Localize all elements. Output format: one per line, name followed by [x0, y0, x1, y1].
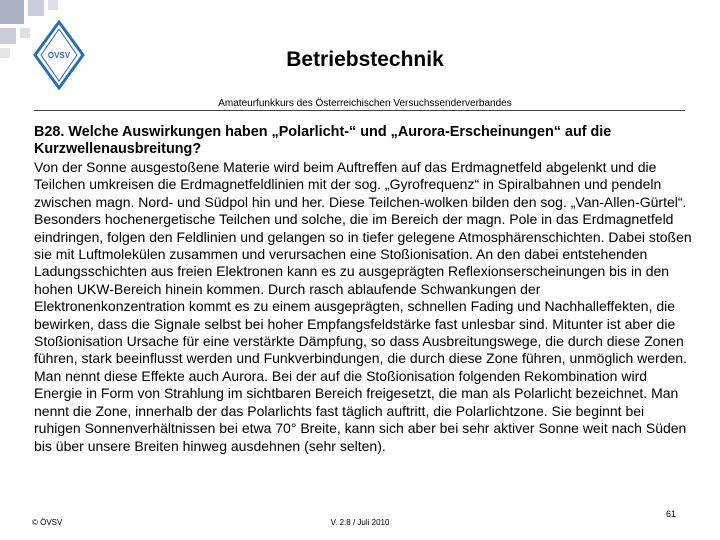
- decor-square: [0, 0, 24, 24]
- oevsv-diamond-logo-icon: [33, 20, 85, 90]
- decor-square: [0, 48, 10, 58]
- question-heading: B28. Welche Auswirkungen haben „Polarlicht-“ und „Aurora-Erscheinungen“ auf die Kurzwellenausbreitung?: [34, 124, 612, 157]
- page-number: 61: [665, 509, 676, 519]
- logo-text: ÖVSV: [47, 51, 71, 60]
- decor-square: [48, 0, 58, 10]
- page-title: Betriebstechnik: [286, 48, 444, 71]
- decor-square: [28, 0, 44, 16]
- decor-square: [0, 28, 16, 44]
- answer-text: Von der Sonne ausgestoßene Materie wird beim Auftreffen auf das Erdmagnetfeld abgelenkt und die Teilchen umkreisen die Erdmagnetfeldlinien mit der sog. „Gyrofrequenz“ in Spiralbahnen und pendeln zwischen magn. Nord- und Südpol hin und her. Diese Teilchen-wolken bilden den sog. „Van-Allen-Gürtel“. Besonders hochenergetische Teilchen und solche, die im Bereich der magn. Pole in das Erdmagnetfeld eindringen, folgen den Feldlinien und gelangen so in tiefer gelegene Atmosphärenschichten. Dabei stoßen sie mit Luftmolekülen zusammen und verursachen eine Stoßionisation. An den dabei entstehenden Ladungsschichten aus freien Elektronen kann es zu ausgeprägten Reflexionserscheinungen bis in den hohen UKW-Bereich hinein kommen. Durch rasch ablaufende Schwankungen der Elektronenkonzentration kommt es zu einem ausgeprägten, schnellen Fading und Nachhalleffekten, die bewirken, dass die Signale selbst bei hoher Empfangsfeldstärke fast unlesbar sind. Mitunter ist aber die Stoßionisation Ursache für eine verstärkte Dämpfung, so dass Ausbreitungswege, die durch diese Zonen führen, stark beeinflusst werden und Funkverbindungen, die durch diese Zone führen, unmöglich werden. Man nennt diese Effekte auch Aurora. Bei der auf die Stoßionisation folgenden Rekombination wird Energie in Form von Strahlung im sichtbaren Bereich freigesetzt, die man als Polarlicht bezeichnet. Man nennt die Zone, innerhalb der das Polarlichts fast täglich auftritt, die Polarlichtzone. Sie beginnt bei ruhigen Sonnenverhältnissen bei etwa 70° Breite, kann sich aber bei sehr aktiver Sonne weit nach Süden bis über unsere Breiten hinweg ausdehnen (sehr selten).: [34, 159, 692, 454]
- decor-square: [20, 28, 30, 38]
- page-subtitle: Amateurfunkkurs des Österreichischen Versuchssenderverbandes: [218, 98, 512, 109]
- footer-version: V. 2.8 / Juli 2010: [330, 518, 390, 527]
- header-divider: [34, 110, 685, 111]
- footer-copyright: © ÖVSV: [32, 518, 63, 527]
